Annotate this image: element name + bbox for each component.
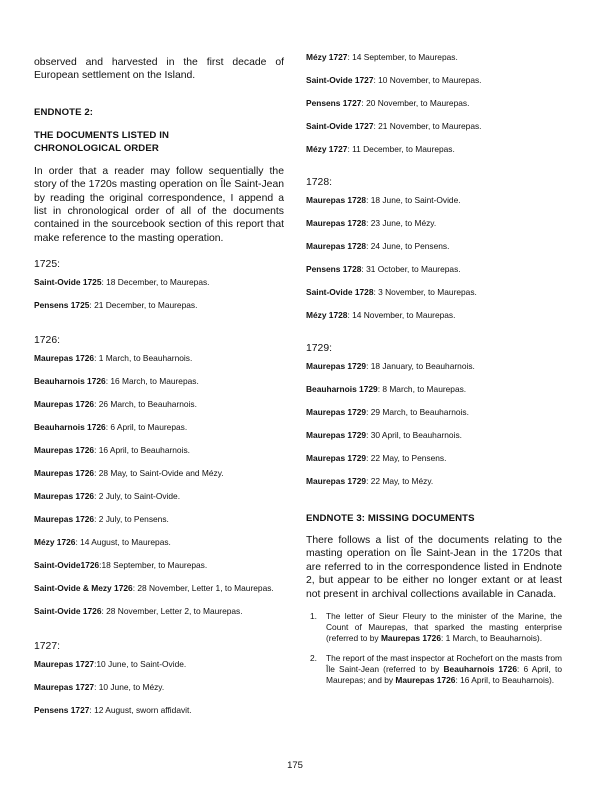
entry-detail: : 31 October, to Maurepas. xyxy=(361,264,461,274)
list-item xyxy=(306,121,562,132)
entry-source: Maurepas 1728 xyxy=(306,218,367,228)
item-citation: Maurepas 1726 xyxy=(395,675,456,686)
entry-detail: : 28 May, to Saint-Ovide and Mézy. xyxy=(94,468,224,479)
list-item xyxy=(306,144,562,155)
entry-source: Mézy 1727 xyxy=(306,144,348,154)
entry-detail: : 1 March, to Beauharnois. xyxy=(94,353,193,364)
list-item xyxy=(34,705,284,716)
right-column xyxy=(306,52,562,686)
entry-source: Beauharnois 1729 xyxy=(306,384,378,394)
entry-source: Mézy 1727 xyxy=(306,52,348,62)
entry-detail: : 2 July, to Pensens. xyxy=(94,514,169,525)
list-item xyxy=(306,430,562,441)
list-item xyxy=(306,287,562,298)
item-text: The letter of Sieur Fleury to the minister of the Marine, the Count of Maurepas, that sparked the masting enterprise (referred to by xyxy=(326,611,562,644)
list-number: 2. xyxy=(310,653,317,664)
entry-detail: : 14 November, to Maurepas. xyxy=(347,310,456,320)
entry-source: Maurepas 1729 xyxy=(306,361,367,371)
entries-1727 xyxy=(34,659,284,716)
entry-source: Pensens 1725 xyxy=(34,300,90,311)
left-column xyxy=(34,56,284,716)
item-citation: Beauharnois 1726 xyxy=(443,664,517,675)
list-item xyxy=(34,514,284,525)
entry-detail: : 12 August, sworn affidavit. xyxy=(89,705,192,716)
entry-detail: : 6 April, to Maurepas. xyxy=(105,422,188,433)
list-item xyxy=(34,606,284,617)
entry-detail: : 10 June, to Mézy. xyxy=(94,682,165,693)
entry-source: Maurepas 1729 xyxy=(306,407,367,417)
list-item xyxy=(34,682,284,693)
list-item xyxy=(34,583,284,594)
list-item xyxy=(306,361,562,372)
entries-1726 xyxy=(34,353,284,617)
list-item xyxy=(306,52,562,63)
page-number: 175 xyxy=(287,760,303,771)
item-text: The report of the mast inspector at Rochefort on the masts from Île Saint-Jean (referred to by xyxy=(326,653,563,675)
entry-source: Saint-Ovide1726 xyxy=(34,560,100,571)
entry-detail: : 2 July, to Saint-Ovide. xyxy=(94,491,181,502)
entry-source: Pensens 1728 xyxy=(306,264,362,274)
entries-1727-continued xyxy=(306,52,562,155)
endnote-3-paragraph: There follows a list of the documents relating to the masting operation on Île Saint-Jean in the 1720s that are referred to in the correspondence listed in Endnote 2, but appear to be either no longer extant or at least not present in archival collections available in Canada. xyxy=(306,535,562,600)
entry-detail: : 3 November, to Maurepas. xyxy=(373,287,477,297)
list-item xyxy=(34,353,284,364)
entry-source: Maurepas 1728 xyxy=(306,195,367,205)
entry-source: Maurepas 1726 xyxy=(34,491,95,502)
item-text: : 1 March, to Beauharnois). xyxy=(441,633,543,644)
list-item xyxy=(306,264,562,275)
list-item xyxy=(306,98,562,109)
endnote-2-label: ENDNOTE 2: xyxy=(34,106,94,118)
year-heading-1728: 1728: xyxy=(306,177,333,188)
endnote-3-heading: ENDNOTE 3: MISSING DOCUMENTS xyxy=(306,513,475,524)
entry-source: Pensens 1727 xyxy=(34,705,90,716)
entry-detail: : 28 November, Letter 1, to Maurepas. xyxy=(132,583,274,594)
missing-documents-list xyxy=(306,611,562,686)
entry-detail: : 23 June, to Mézy. xyxy=(366,218,437,228)
list-item xyxy=(306,241,562,252)
entry-detail: : 14 September, to Maurepas. xyxy=(347,52,458,62)
list-item xyxy=(306,407,562,418)
entry-source: Beauharnois 1726 xyxy=(34,376,106,387)
list-item xyxy=(306,195,562,206)
entry-source: Maurepas 1726 xyxy=(34,468,95,479)
entry-detail: : 10 November, to Maurepas. xyxy=(373,75,482,85)
entry-detail: : 22 May, to Pensens. xyxy=(366,453,447,463)
list-item xyxy=(34,537,284,548)
endnote-2-paragraph: In order that a reader may follow sequentially the story of the 1720s masting operation on Île Saint-Jean by reading the original correspondence, I append a list in chronological order of all of the documents contained in the sourcebook section of this report that make reference to the masting operation. xyxy=(34,165,284,244)
list-item xyxy=(34,277,284,288)
entry-source: Maurepas 1729 xyxy=(306,430,367,440)
entries-1729 xyxy=(306,361,562,487)
entry-source: Maurepas 1726 xyxy=(34,445,95,456)
entry-detail: : 18 January, to Beauharnois. xyxy=(366,361,475,371)
entry-source: Saint-Ovide & Mezy 1726 xyxy=(34,583,133,594)
entry-detail: : 16 April, to Beauharnois. xyxy=(94,445,190,456)
entry-detail: :18 September, to Maurepas. xyxy=(99,560,208,571)
list-item xyxy=(306,476,562,487)
list-item xyxy=(34,445,284,456)
list-item xyxy=(306,611,562,644)
entry-detail: :10 June, to Saint-Ovide. xyxy=(94,659,187,670)
entry-source: Maurepas 1727 xyxy=(34,659,95,670)
item-citation: Maurepas 1726 xyxy=(380,633,441,644)
list-item xyxy=(306,75,562,86)
entry-source: Maurepas 1729 xyxy=(306,453,367,463)
item-text: : 6 April, to Maurepas; and by xyxy=(326,664,562,686)
year-heading-1726: 1726: xyxy=(34,335,61,347)
entry-detail: : 26 March, to Beauharnois. xyxy=(94,399,197,410)
entry-source: Maurepas 1726 xyxy=(34,514,95,525)
list-item xyxy=(306,653,562,686)
entry-detail: : 11 December, to Maurepas. xyxy=(347,144,455,154)
entry-detail: : 21 November, to Maurepas. xyxy=(373,121,482,131)
entry-detail: : 24 June, to Pensens. xyxy=(366,241,450,251)
entry-source: Saint-Ovide 1727 xyxy=(306,121,374,131)
list-item xyxy=(34,399,284,410)
entry-source: Mézy 1728 xyxy=(306,310,348,320)
entry-source: Maurepas 1727 xyxy=(34,682,95,693)
list-item xyxy=(34,560,284,571)
year-heading-1727: 1727: xyxy=(34,641,61,653)
entries-1725 xyxy=(34,277,284,311)
entry-detail: : 20 November, to Maurepas. xyxy=(361,98,470,108)
item-text: : 16 April, to Beauharnois). xyxy=(455,675,555,686)
entry-detail: : 14 August, to Maurepas. xyxy=(75,537,171,548)
entry-source: Pensens 1727 xyxy=(306,98,362,108)
endnote-2-title-line2: CHRONOLOGICAL ORDER xyxy=(34,142,159,154)
list-number: 1. xyxy=(310,611,317,622)
list-item xyxy=(34,491,284,502)
entry-detail: : 16 March, to Maurepas. xyxy=(105,376,199,387)
list-item xyxy=(34,422,284,433)
entry-detail: : 8 March, to Maurepas. xyxy=(377,384,467,394)
entry-source: Maurepas 1728 xyxy=(306,241,367,251)
entry-detail: : 18 December, to Maurepas. xyxy=(101,277,210,288)
list-item xyxy=(306,310,562,321)
list-item xyxy=(34,468,284,479)
year-heading-1725: 1725: xyxy=(34,259,61,271)
entry-detail: : 29 March, to Beauharnois. xyxy=(366,407,469,417)
list-item xyxy=(306,453,562,464)
intro-paragraph: observed and harvested in the first decade of European settlement on the Island. xyxy=(34,57,284,82)
endnote-2-title-line1: THE DOCUMENTS LISTED IN xyxy=(34,129,170,141)
list-item xyxy=(34,659,284,670)
entry-detail: : 18 June, to Saint-Ovide. xyxy=(366,195,461,205)
year-heading-1729: 1729: xyxy=(306,343,333,354)
entry-source: Saint-Ovide 1728 xyxy=(306,287,374,297)
entry-source: Maurepas 1726 xyxy=(34,399,95,410)
entry-source: Saint-Ovide 1726 xyxy=(34,606,102,617)
entry-source: Beauharnois 1726 xyxy=(34,422,106,433)
entry-source: Maurepas 1729 xyxy=(306,476,367,486)
entry-detail: : 22 May, to Mézy. xyxy=(366,476,434,486)
entries-1728 xyxy=(306,195,562,321)
entry-source: Maurepas 1726 xyxy=(34,353,95,364)
entry-detail: : 30 April, to Beauharnois. xyxy=(366,430,462,440)
entry-detail: : 21 December, to Maurepas. xyxy=(89,300,198,311)
list-item xyxy=(306,384,562,395)
entry-source: Mézy 1726 xyxy=(34,537,76,548)
entry-detail: : 28 November, Letter 2, to Maurepas. xyxy=(101,606,243,617)
entry-source: Saint-Ovide 1725 xyxy=(34,277,102,288)
entry-source: Saint-Ovide 1727 xyxy=(306,75,374,85)
list-item xyxy=(306,218,562,229)
list-item xyxy=(34,300,284,311)
list-item xyxy=(34,376,284,387)
